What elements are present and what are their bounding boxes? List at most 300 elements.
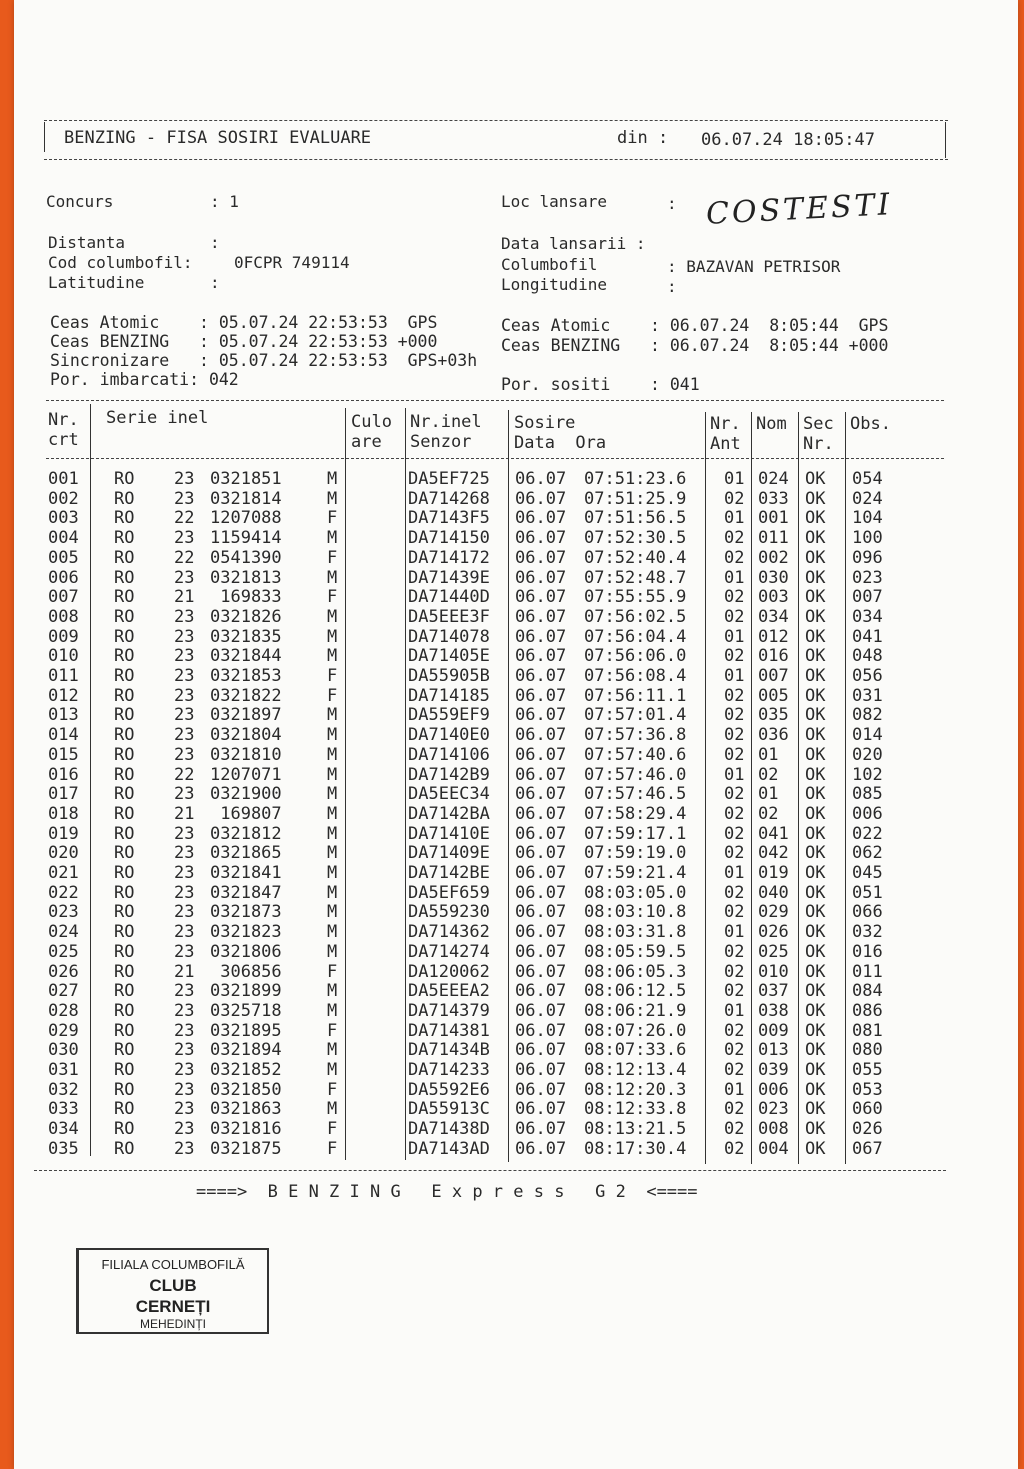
cell-sec: OK <box>805 803 826 824</box>
ceas-benzing-left: Ceas BENZING : 05.07.24 22:53:53 +000 <box>50 332 438 351</box>
cell-nom: 038 <box>758 1000 789 1021</box>
cell-data: 06.07 <box>515 725 567 746</box>
cell-senzor: DA71438D <box>408 1119 490 1140</box>
cell-senzor: DA5EEE3F <box>408 606 490 627</box>
cell-ant: 02 <box>724 981 745 1002</box>
cell-inel: 0321850 <box>210 1079 282 1100</box>
cell-an: 22 <box>174 508 195 529</box>
cell-an: 23 <box>174 705 195 726</box>
cell-inel: 0321895 <box>210 1020 282 1041</box>
cell-an: 21 <box>174 961 195 982</box>
cell-nom: 012 <box>758 626 789 647</box>
cell-senzor: DA5EEC34 <box>408 784 490 805</box>
cell-nom: 02 <box>758 803 779 824</box>
cell-sex: F <box>327 587 338 608</box>
cell-ant: 01 <box>724 567 745 588</box>
cell-obs: 026 <box>852 1119 883 1140</box>
cell-data: 06.07 <box>515 587 567 608</box>
cell-ora: 08:13:21.5 <box>584 1119 687 1140</box>
col-nom: Nom <box>756 414 787 434</box>
printout-sheet <box>14 0 1018 1469</box>
cell-inel: 0321900 <box>210 784 282 805</box>
cell-obs: 080 <box>852 1040 883 1061</box>
cell-tara: RO <box>114 469 135 489</box>
cell-tara: RO <box>114 1020 135 1041</box>
cell-nom: 030 <box>758 567 789 588</box>
cell-senzor: DA559EF9 <box>408 705 490 726</box>
cell-inel: 0321853 <box>210 666 282 686</box>
cell-tara: RO <box>114 941 135 962</box>
cell-senzor: DA714274 <box>408 941 490 962</box>
cell-inel: 169833 <box>210 587 282 608</box>
cell-nom: 016 <box>758 646 789 667</box>
cell-nr: 027 <box>48 981 79 1002</box>
cell-sec: OK <box>805 922 826 943</box>
cell-nom: 011 <box>758 528 789 549</box>
cell-an: 23 <box>174 1000 195 1021</box>
cell-sec: OK <box>805 528 826 549</box>
cell-inel: 0321873 <box>210 902 282 923</box>
table-row <box>14 1001 1014 1021</box>
cell-nom: 006 <box>758 1079 789 1100</box>
cell-data: 06.07 <box>515 803 567 824</box>
cod-columbofil-value: 0FCPR 749114 <box>234 253 350 272</box>
cell-nom: 002 <box>758 547 789 568</box>
cell-inel: 0321865 <box>210 843 282 864</box>
cell-data: 06.07 <box>515 567 567 588</box>
cell-inel: 0321899 <box>210 981 282 1002</box>
cell-inel: 0321810 <box>210 744 282 765</box>
cell-ora: 07:59:17.1 <box>584 823 687 844</box>
cell-obs: 081 <box>852 1020 883 1041</box>
cell-sec: OK <box>805 1040 826 1061</box>
table-row <box>14 824 1014 844</box>
cell-sec: OK <box>805 469 826 489</box>
cell-nom: 001 <box>758 508 789 529</box>
distanta-value: : <box>210 233 220 252</box>
cell-tara: RO <box>114 981 135 1002</box>
cell-sex: M <box>327 725 338 746</box>
cell-tara: RO <box>114 784 135 805</box>
cell-inel: 0321847 <box>210 882 282 903</box>
longitudine-value: : <box>667 277 677 296</box>
cell-ora: 07:56:04.4 <box>584 626 687 647</box>
cell-ora: 08:03:31.8 <box>584 922 687 943</box>
cell-sec: OK <box>805 882 826 903</box>
cell-senzor: DA7140E0 <box>408 725 490 746</box>
distanta-label: Distanta <box>48 233 126 252</box>
cell-obs: 053 <box>852 1079 883 1100</box>
cell-nr: 025 <box>48 941 79 962</box>
cell-nom: 005 <box>758 685 789 706</box>
columbofil-value: : BAZAVAN PETRISOR <box>667 257 841 276</box>
cell-sex: M <box>327 882 338 903</box>
cell-sex: M <box>327 823 338 844</box>
table-row <box>14 607 1014 627</box>
cell-an: 23 <box>174 646 195 667</box>
cell-an: 23 <box>174 922 195 943</box>
col-sec-line1: Sec <box>803 414 834 434</box>
cell-sex: M <box>327 626 338 647</box>
col-nrinel-line2: Senzor <box>410 432 472 452</box>
cell-nr: 021 <box>48 863 79 883</box>
cell-sex: M <box>327 705 338 726</box>
cell-an: 23 <box>174 1138 195 1159</box>
table-row <box>14 863 1014 883</box>
cell-ant: 02 <box>724 1020 745 1041</box>
cell-data: 06.07 <box>515 1099 567 1120</box>
cell-tara: RO <box>114 666 135 686</box>
cell-an: 23 <box>174 1079 195 1100</box>
cell-sec: OK <box>805 685 826 706</box>
cell-senzor: DA714268 <box>408 488 490 509</box>
cell-sec: OK <box>805 744 826 765</box>
cell-tara: RO <box>114 646 135 667</box>
cell-nr: 016 <box>48 764 79 785</box>
cell-tara: RO <box>114 863 135 883</box>
cell-an: 23 <box>174 941 195 962</box>
cell-inel: 0321894 <box>210 1040 282 1061</box>
cell-obs: 060 <box>852 1099 883 1120</box>
cell-sec: OK <box>805 725 826 746</box>
cell-inel: 0321814 <box>210 488 282 509</box>
cell-sec: OK <box>805 626 826 647</box>
sincronizare-left: Sincronizare : 05.07.24 22:53:53 GPS+03h <box>50 351 478 370</box>
cell-nr: 022 <box>48 882 79 903</box>
cell-nom: 039 <box>758 1060 789 1080</box>
cell-an: 23 <box>174 626 195 647</box>
cell-nr: 015 <box>48 744 79 765</box>
cell-nom: 036 <box>758 725 789 746</box>
cell-nr: 006 <box>48 567 79 588</box>
cell-an: 23 <box>174 685 195 706</box>
cell-tara: RO <box>114 488 135 509</box>
cell-sex: F <box>327 666 338 686</box>
cell-obs: 067 <box>852 1138 883 1159</box>
cell-data: 06.07 <box>515 1000 567 1021</box>
cell-ora: 07:57:01.4 <box>584 705 687 726</box>
ceas-benzing-right: Ceas BENZING : 06.07.24 8:05:44 +000 <box>501 336 889 355</box>
cell-sec: OK <box>805 981 826 1002</box>
col-serie-inel: Serie inel <box>106 408 209 428</box>
cell-sex: F <box>327 1119 338 1140</box>
cell-ant: 02 <box>724 685 745 706</box>
cell-nom: 01 <box>758 744 779 765</box>
cell-tara: RO <box>114 1000 135 1021</box>
table-row <box>14 1119 1014 1139</box>
cell-nr: 030 <box>48 1040 79 1061</box>
cell-nr: 001 <box>48 469 79 489</box>
header-bottom-border <box>44 159 948 160</box>
cell-ora: 07:52:48.7 <box>584 567 687 588</box>
cell-nom: 024 <box>758 469 789 489</box>
cell-sex: M <box>327 528 338 549</box>
loc-lansare-handwritten: COSTESTI <box>705 187 894 232</box>
cell-ant: 01 <box>724 1000 745 1021</box>
longitudine-label: Longitudine <box>501 275 607 294</box>
cell-senzor: DA120062 <box>408 961 490 982</box>
cell-obs: 100 <box>852 528 883 549</box>
benzing-express-banner: ====> B E N Z I N G E x p r e s s G 2 <==== <box>196 1182 698 1202</box>
cell-ant: 02 <box>724 1099 745 1120</box>
cell-senzor: DA71405E <box>408 646 490 667</box>
cell-inel: 0321835 <box>210 626 282 647</box>
cell-sec: OK <box>805 1079 826 1100</box>
cell-sec: OK <box>805 961 826 982</box>
cell-ora: 07:56:08.4 <box>584 666 687 686</box>
cell-sec: OK <box>805 1020 826 1041</box>
cell-sex: M <box>327 922 338 943</box>
cell-data: 06.07 <box>515 823 567 844</box>
cell-tara: RO <box>114 547 135 568</box>
cell-ant: 02 <box>724 1138 745 1159</box>
cell-an: 23 <box>174 1020 195 1041</box>
table-row <box>14 548 1014 568</box>
cell-data: 06.07 <box>515 1138 567 1159</box>
table-row <box>14 508 1014 528</box>
columbofil-label: Columbofil <box>501 255 598 274</box>
cell-sec: OK <box>805 567 826 588</box>
cell-ant: 02 <box>724 1119 745 1140</box>
cell-inel: 0321841 <box>210 863 282 883</box>
cell-ora: 08:06:12.5 <box>584 981 687 1002</box>
cell-nr: 004 <box>48 528 79 549</box>
cell-senzor: DA5EF725 <box>408 469 490 489</box>
cell-ora: 07:59:21.4 <box>584 863 687 883</box>
cell-nr: 019 <box>48 823 79 844</box>
cell-inel: 0321826 <box>210 606 282 627</box>
table-row <box>14 883 1014 903</box>
cell-nr: 032 <box>48 1079 79 1100</box>
cell-sex: F <box>327 547 338 568</box>
cell-nr: 007 <box>48 587 79 608</box>
cell-senzor: DA714172 <box>408 547 490 568</box>
cell-sex: M <box>327 803 338 824</box>
cell-data: 06.07 <box>515 1079 567 1100</box>
cell-sec: OK <box>805 646 826 667</box>
cell-an: 23 <box>174 488 195 509</box>
cell-sec: OK <box>805 666 826 686</box>
cell-obs: 007 <box>852 587 883 608</box>
cell-obs: 051 <box>852 882 883 903</box>
cell-sec: OK <box>805 488 826 509</box>
cell-senzor: DA714233 <box>408 1060 490 1080</box>
cell-ora: 07:56:06.0 <box>584 646 687 667</box>
cell-ora: 08:07:26.0 <box>584 1020 687 1041</box>
table-row <box>14 981 1014 1001</box>
cell-an: 23 <box>174 567 195 588</box>
cell-tara: RO <box>114 705 135 726</box>
cell-data: 06.07 <box>515 902 567 923</box>
cell-ora: 07:51:23.6 <box>584 469 687 489</box>
cell-sec: OK <box>805 1099 826 1120</box>
table-row <box>14 804 1014 824</box>
cell-tara: RO <box>114 528 135 549</box>
cell-obs: 086 <box>852 1000 883 1021</box>
cell-nom: 034 <box>758 606 789 627</box>
cell-obs: 056 <box>852 666 883 686</box>
cell-ant: 01 <box>724 469 745 489</box>
cell-an: 22 <box>174 764 195 785</box>
cell-an: 23 <box>174 469 195 489</box>
cell-data: 06.07 <box>515 843 567 864</box>
cell-obs: 032 <box>852 922 883 943</box>
table-row <box>14 1139 1014 1159</box>
cell-ora: 08:03:05.0 <box>584 882 687 903</box>
cell-inel: 0321804 <box>210 725 282 746</box>
latitudine-value: : <box>210 273 220 292</box>
cell-tara: RO <box>114 587 135 608</box>
col-nrinel-line1: Nr.inel <box>410 412 482 432</box>
cell-data: 06.07 <box>515 1040 567 1061</box>
cell-inel: 0321823 <box>210 922 282 943</box>
col-nr-line1: Nr. <box>48 410 79 430</box>
cell-data: 06.07 <box>515 1020 567 1041</box>
cell-tara: RO <box>114 961 135 982</box>
table-row <box>14 962 1014 982</box>
cell-sex: M <box>327 902 338 923</box>
cell-ant: 02 <box>724 961 745 982</box>
cell-tara: RO <box>114 922 135 943</box>
cell-nom: 026 <box>758 922 789 943</box>
cell-ora: 08:05:59.5 <box>584 941 687 962</box>
cell-data: 06.07 <box>515 469 567 489</box>
cell-obs: 048 <box>852 646 883 667</box>
cell-obs: 020 <box>852 744 883 765</box>
cell-data: 06.07 <box>515 1060 567 1080</box>
cell-sex: M <box>327 843 338 864</box>
cell-sec: OK <box>805 941 826 962</box>
concurs-value: : 1 <box>210 192 239 211</box>
porumbei-sositi: Por. sositi : 041 <box>501 375 700 394</box>
cell-ant: 01 <box>724 666 745 686</box>
cell-tara: RO <box>114 882 135 903</box>
cell-tara: RO <box>114 803 135 824</box>
table-row <box>14 784 1014 804</box>
cell-sex: M <box>327 1060 338 1080</box>
stamp-line1: FILIALA COLUMBOFILĂ <box>101 1257 245 1272</box>
cell-data: 06.07 <box>515 863 567 883</box>
stamp-line2: CLUB <box>149 1276 197 1295</box>
cell-senzor: DA5EF659 <box>408 882 490 903</box>
cell-senzor: DA714379 <box>408 1000 490 1021</box>
cell-data: 06.07 <box>515 488 567 509</box>
cell-obs: 054 <box>852 469 883 489</box>
cell-nr: 012 <box>48 685 79 706</box>
cell-nr: 023 <box>48 902 79 923</box>
cell-tara: RO <box>114 1099 135 1120</box>
cell-data: 06.07 <box>515 606 567 627</box>
cell-ora: 08:12:13.4 <box>584 1060 687 1080</box>
cell-an: 23 <box>174 843 195 864</box>
cell-an: 21 <box>174 587 195 608</box>
cell-nom: 008 <box>758 1119 789 1140</box>
table-header-divider <box>46 458 944 459</box>
cell-tara: RO <box>114 902 135 923</box>
cell-ora: 07:57:46.5 <box>584 784 687 805</box>
cell-tara: RO <box>114 823 135 844</box>
col-nrant-line1: Nr. <box>710 414 741 434</box>
cell-sex: M <box>327 764 338 785</box>
cell-an: 23 <box>174 784 195 805</box>
cell-nom: 007 <box>758 666 789 686</box>
cell-inel: 1207071 <box>210 764 282 785</box>
cell-ant: 02 <box>724 646 745 667</box>
cell-nom: 013 <box>758 1040 789 1061</box>
stamp-line4: MEHEDINȚI <box>140 1317 206 1331</box>
cell-sec: OK <box>805 508 826 529</box>
cod-columbofil-label: Cod columbofil: <box>48 253 193 272</box>
cell-senzor: DA7142BE <box>408 863 490 883</box>
table-row <box>14 765 1014 785</box>
cell-nom: 025 <box>758 941 789 962</box>
cell-sec: OK <box>805 784 826 805</box>
cell-data: 06.07 <box>515 764 567 785</box>
cell-obs: 085 <box>852 784 883 805</box>
porumbei-imbarcati: Por. imbarcati: 042 <box>50 370 239 389</box>
cell-ant: 02 <box>724 547 745 568</box>
cell-senzor: DA714150 <box>408 528 490 549</box>
cell-inel: 1159414 <box>210 528 282 549</box>
cell-obs: 022 <box>852 823 883 844</box>
cell-obs: 034 <box>852 606 883 627</box>
cell-ant: 02 <box>724 725 745 746</box>
cell-inel: 0325718 <box>210 1000 282 1021</box>
cell-ora: 07:57:46.0 <box>584 764 687 785</box>
cell-ant: 02 <box>724 1040 745 1061</box>
cell-nr: 035 <box>48 1138 79 1159</box>
cell-senzor: DA71410E <box>408 823 490 844</box>
cell-sec: OK <box>805 587 826 608</box>
cell-nom: 041 <box>758 823 789 844</box>
cell-ant: 02 <box>724 488 745 509</box>
cell-nr: 002 <box>48 488 79 509</box>
cell-sec: OK <box>805 902 826 923</box>
din-label: din : <box>617 128 669 148</box>
cell-sex: M <box>327 744 338 765</box>
table-row <box>14 627 1014 647</box>
table-row <box>14 568 1014 588</box>
cell-data: 06.07 <box>515 941 567 962</box>
cell-sec: OK <box>805 1060 826 1080</box>
cell-nom: 019 <box>758 863 789 883</box>
cell-ant: 01 <box>724 863 745 883</box>
stamp-line3: CERNEȚI <box>135 1297 211 1316</box>
cell-nr: 026 <box>48 961 79 982</box>
cell-an: 23 <box>174 863 195 883</box>
cell-obs: 084 <box>852 981 883 1002</box>
cell-ant: 02 <box>724 823 745 844</box>
cell-inel: 0321875 <box>210 1138 282 1159</box>
cell-sex: F <box>327 685 338 706</box>
col-obs: Obs. <box>850 414 891 434</box>
ceas-atomic-right: Ceas Atomic : 06.07.24 8:05:44 GPS <box>501 316 889 335</box>
cell-an: 23 <box>174 606 195 627</box>
cell-ant: 02 <box>724 1060 745 1080</box>
cell-data: 06.07 <box>515 528 567 549</box>
ceas-atomic-left: Ceas Atomic : 05.07.24 22:53:53 GPS <box>50 313 438 332</box>
table-row <box>14 1080 1014 1100</box>
cell-ant: 01 <box>724 922 745 943</box>
cell-data: 06.07 <box>515 508 567 529</box>
cell-nr: 013 <box>48 705 79 726</box>
cell-tara: RO <box>114 764 135 785</box>
cell-inel: 0321816 <box>210 1119 282 1140</box>
cell-nr: 010 <box>48 646 79 667</box>
cell-ant: 01 <box>724 1079 745 1100</box>
cell-nr: 028 <box>48 1000 79 1021</box>
table-row <box>14 686 1014 706</box>
